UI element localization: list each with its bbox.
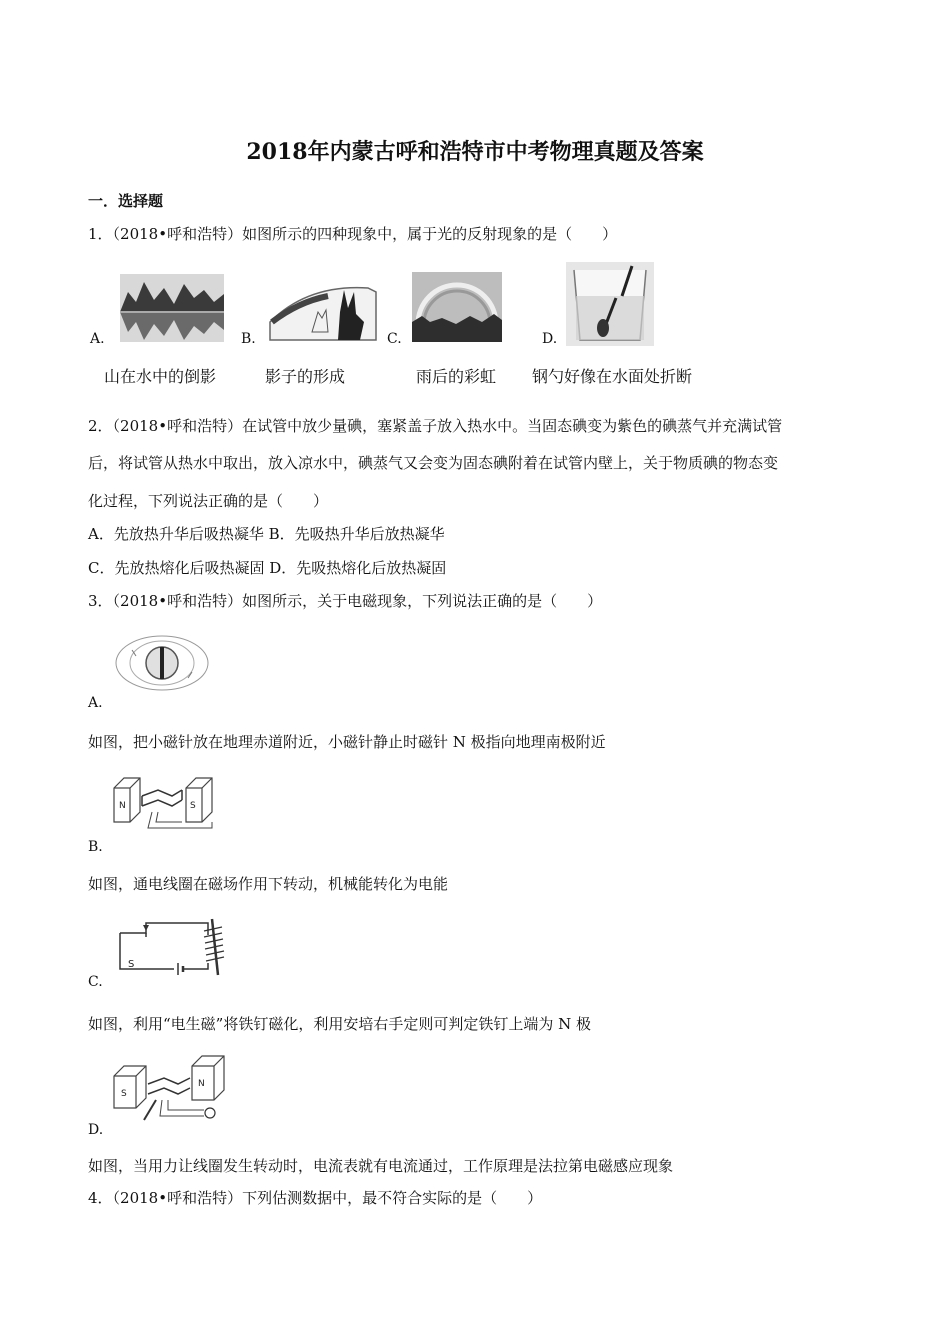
- q3-option-c-label: C.: [88, 974, 103, 990]
- q1-option-c-label: C.: [387, 331, 402, 347]
- q1-option-d-caption: 钢勺好像在水面处折断: [532, 367, 693, 386]
- generator-magnet-s-label: S: [121, 1089, 127, 1099]
- q2-stem-line-1: 2．（2018•呼和浩特）在试管中放少量碘，塞紧盖子放入热水中。当固态碘变为紫色的碘蒸气并充满试管: [88, 417, 783, 435]
- q3-option-d-label: D.: [88, 1122, 104, 1138]
- q2-options-line-1: A．先放热升华后吸热凝华 B．先吸热升华后放热凝华: [88, 525, 445, 543]
- spoon-in-water-image: [566, 262, 654, 346]
- switch-s-label: S: [128, 959, 135, 970]
- q2-stem-line-2: 后，将试管从热水中取出，放入凉水中，碘蒸气又会变为固态碘附着在试管内壁上，关于物质碘的物态变: [88, 454, 779, 472]
- q3-option-d-text: 如图，当用力让线圈发生转动时，电流表就有电流通过，工作原理是法拉第电磁感应现象: [88, 1157, 674, 1175]
- electromagnet-figure: [112, 915, 232, 977]
- q1-option-d-label: D.: [542, 331, 558, 347]
- q1-option-a-caption: 山在水中的倒影: [104, 367, 217, 386]
- q3-option-b-label: B.: [88, 839, 103, 855]
- q1-option-c-caption: 雨后的彩虹: [416, 367, 497, 386]
- q3-option-c-text: 如图，利用“电生磁”将铁钉磁化，利用安培右手定则可判定铁钉上端为 N 极: [88, 1015, 592, 1033]
- q3-option-a-text: 如图，把小磁针放在地理赤道附近，小磁针静止时磁针 N 极指向地理南极附近: [88, 733, 606, 751]
- motor-magnet-s-label: S: [190, 801, 196, 811]
- motor-figure: [112, 766, 216, 838]
- q2-options-line-2: C．先放热熔化后吸热凝固 D．先吸热熔化后放热凝固: [88, 559, 447, 577]
- q1-option-b-label: B.: [241, 331, 256, 347]
- q3-option-a-label: A.: [88, 695, 103, 711]
- q1-option-a-label: A.: [90, 331, 105, 347]
- page-title: 2018年内蒙古呼和浩特市中考物理真题及答案: [246, 139, 704, 165]
- rainbow-image: [412, 272, 502, 342]
- q3-option-b-text: 如图，通电线圈在磁场作用下转动，机械能转化为电能: [88, 875, 449, 893]
- q1-option-b-caption: 影子的形成: [265, 367, 346, 386]
- compass-needle-figure: [112, 632, 212, 694]
- q4-stem: 4．（2018•呼和浩特）下列估测数据中，最不符合实际的是（ ）: [88, 1189, 543, 1207]
- q3-stem: 3．（2018•呼和浩特）如图所示，关于电磁现象，下列说法正确的是（ ）: [88, 592, 603, 610]
- generator-figure: [112, 1050, 236, 1126]
- generator-magnet-n-label: N: [198, 1079, 205, 1089]
- motor-magnet-n-label: N: [119, 801, 126, 811]
- q2-stem-line-3: 化过程，下列说法正确的是（ ）: [88, 492, 329, 510]
- hand-shadow-image: [268, 282, 380, 342]
- mountain-reflection-image: [120, 274, 224, 342]
- q1-stem: 1．（2018•呼和浩特）如图所示的四种现象中，属于光的反射现象的是（ ）: [88, 225, 618, 243]
- section-heading: 一．选择题: [88, 192, 164, 210]
